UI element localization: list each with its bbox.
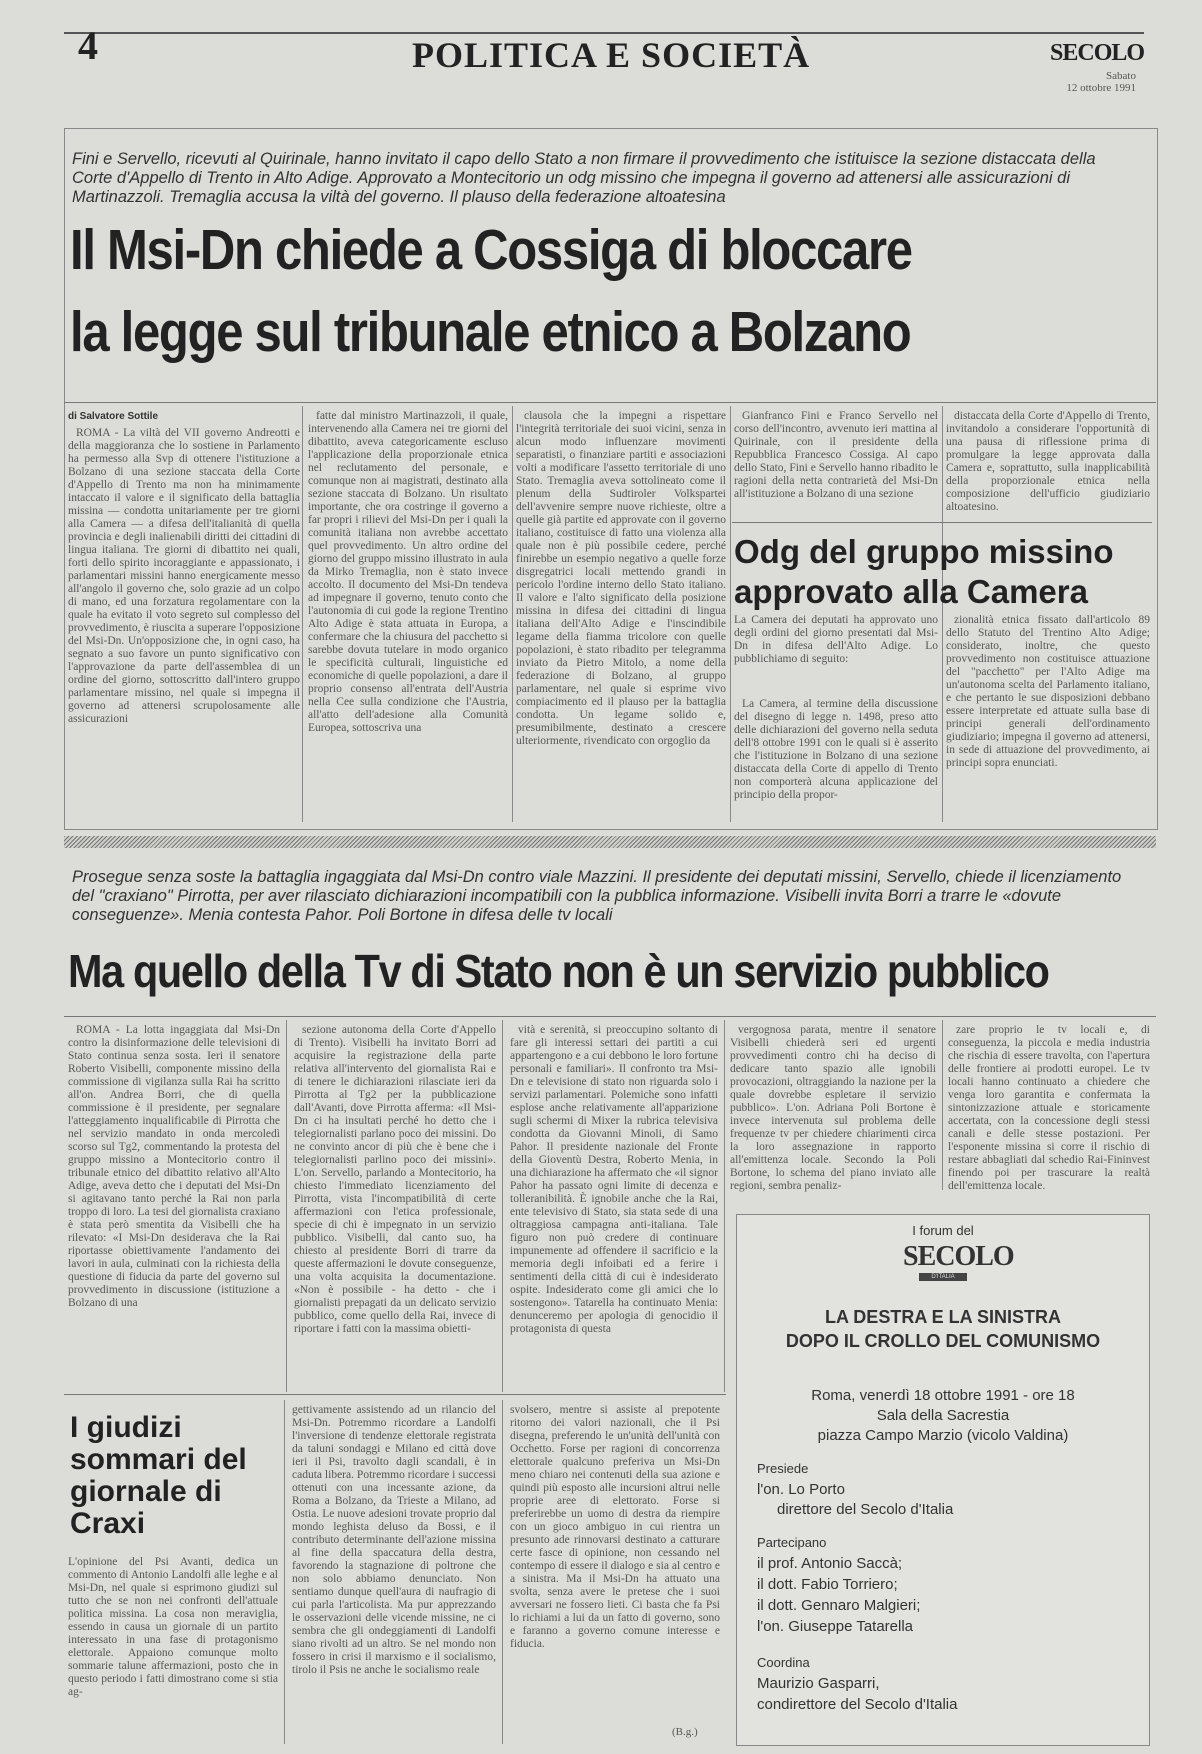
- subarticle-col1: [734, 698, 938, 820]
- section-separator: [64, 836, 1156, 848]
- article1-kicker: Fini e Servello, ricevuti al Quirinale, hanno invitato il capo dello Stato a non firmare il provvedimento che istituisce la sezione distaccata della Corte d'Appello di Trento in Alto Adige. Approvato a Montecitorio un odg missino che impegna il governo ad attenersi alle assicurazioni di Martinazzoli. Tremaglia accusa la viltà del governo. Il plauso della federazione altoatesina: [72, 150, 1096, 206]
- forum-title-line1: LA DESTRA E LA SINISTRA: [824, 1307, 1061, 1327]
- issue-date: [1046, 70, 1136, 94]
- subarticle-col2: [946, 614, 1150, 820]
- article3-col2: gettivamente assistendo ad un rilancio del Msi-Dn. Potremmo ricordare a Landolfi l'inversione di tendenze elettorale registrata da taluni sondaggi e Milano ed città dove ieri il Psi, travolto dagli scandali, è in caduta libera. Potremmo ricordare i successi ottenuti con una incessante azione, da Roma a Bolzano, da Trieste a Milano, ad Ostia. Le nuove adesioni trovate proprio dal mondo leghista deluso da Bossi, e il contributo determinante dell'azione missina al fine della spaccatura della destra, favorendo la stagnazione di poltrone che non solo abbiamo denunciato. Non sentiamo dunque quell'aura di naufragio di cui parla l'articolista. Ma pur apprezzando le osservazioni delle vicende missine, ne ci sembra che gli ondeggiamenti di Landolfi siano rivolti ad un altro. Se nel mondo non fossero in crisi il marxismo e il socialismo, tirolo il Psis ne anche le socialismo reale: [292, 1404, 496, 1676]
- article2-body-rule: [64, 1016, 1156, 1017]
- forum-coordina-role: condirettore del Secolo d'Italia: [757, 1696, 958, 1713]
- forum-participant: il dott. Gennaro Malgieri;: [757, 1597, 921, 1614]
- masthead-logo: SECOLO: [1050, 40, 1145, 66]
- subarticle-headline: Odg del gruppo missino approvato alla Camera: [734, 533, 1114, 610]
- column-divider: [512, 406, 513, 822]
- article2-kicker: Prosegue senza soste la battaglia ingaggiata dal Msi-Dn contro viale Mazzini. Il presidente dei deputati missini, Servello, chiede il licenziamento del "craxiano" Pirrotta, per aver rilasciato dichiarazioni incompatibili con la pubblica informazione. Visibelli invita Borri a trarre le «dovute conseguenze». Menia contesta Pahor. Poli Bortone in difesa delle tv locali: [72, 868, 1122, 924]
- forum-coordina-label: Coordina: [757, 1655, 810, 1670]
- article1-headline-line2: la legge sul tribunale etnico a Bolzano: [70, 300, 911, 364]
- section-title: POLITICA E SOCIETÀ: [412, 35, 811, 75]
- article1-byline: di Salvatore Sottile: [68, 411, 159, 422]
- issue-date-text: 12 ottobre 1991: [1066, 82, 1136, 94]
- forum-presiede-name: l'on. Lo Porto: [757, 1481, 845, 1498]
- article2-col2: [294, 1024, 496, 1386]
- page-number: 4: [78, 23, 98, 68]
- article3-headline: I giudizi sommari del giornale di Craxi: [70, 1411, 247, 1540]
- forum-participant: il dott. Fabio Torriero;: [757, 1576, 898, 1593]
- forum-masthead-sub: D'ITALIA: [919, 1273, 967, 1281]
- article1-col2: [308, 410, 508, 820]
- column-divider: [730, 406, 731, 822]
- article1-col2-text: fatte dal ministro Martinazzoli, il quale, intervenendo alla Camera nei tre giorni del dibattito, aveva categoricamente escluso l'applicazione della proporzionale etnica nel reclutamento del personale, e comunque non ai magistrati, destinato alla sezione staccata di Bolzano. Un risultato importante, che ora costringe il governo a far propri i rilievi del Msi-Dn per i quali la comunità italiana non avrebbe accettato quel provvedimento. Un altro ordine del giorno del gruppo missino illustrato in aula da Mirko Tremaglia, non è stato invece accolto. Il documento del Msi-Dn tendeva ad impegnare il governo, tenuto conto che l'autonomia di cui gode la regione Trentino Alto Adige è stata attuata in Europa, a confermare che la chiusura del pacchetto si sarebbe dovuta tutelare in modo organico le specificità culturali, linguistiche ed economiche di quelle popolazioni, a dare il proprio consenso all'entrata dell'Austria nella Cee sulla condizione che l'Austria, all'atto dell'adesione alla Comunità Europea, sottoscriva una: [308, 410, 508, 734]
- forum-when: Roma, venerdì 18 ottobre 1991 - ore 18: [811, 1387, 1075, 1404]
- article1-col3-text: clausola che la impegni a rispettare l'integrità territoriale dei suoi vicini, senza in alcun modo influenzare movimenti separatisti, o finanziare partiti e associazioni volti a modificare l'assetto territoriale di uno Stato. Tremaglia aveva sottolineato come il plenum della Sudtiroler Volkspartei dell'avvenire sempre nuove richieste, oltre a quelle già partite ed approvate con il governo italiano, costituisce di fatto una violenza alla quale non è più possibile cedere, perché finirebbe un esempio negativo a quelle forze disgregatrici locali mettendo grandi in pericolo l'ordine interno dello Stato italiano. Il valore e l'alto significato della posizione missina in difesa dei cittadini di lingua italiana dell'Alto Adige e l'inscindibile legame della fiamma tricolore con quelle popolazioni, è stato ribadito per telegramma inviato da Pietro Mitolo, a nome della federazione di Bolzano, al gruppo parlamentare, nel quale si esprime vivo compiacimento ed il plauso per la battaglia condotta. Un legame solido e, presumibilmente, destinato a crescere ulteriormente, rivendicato con orgoglio da: [516, 410, 726, 747]
- article2-col4: [730, 1024, 936, 1192]
- forum-participant: l'on. Giuseppe Tatarella: [757, 1618, 914, 1635]
- column-divider: [286, 1020, 287, 1392]
- forum-partecipano-label: Partecipano: [757, 1535, 827, 1550]
- article1-col5: [946, 410, 1150, 514]
- article1-col4-text: Gianfranco Fini e Franco Servello nel corso dell'incontro, avvenuto ieri mattina al Quirinale, con il presidente della Repubblica Francesco Cossiga. Al capo dello Stato, Fini e Servello hanno ribadito le ragioni della netta contrarietà del Msi-Dn all'istituzione a Bolzano di una sezione: [734, 410, 938, 500]
- forum-title-line2: DOPO IL CROLLO DEL COMUNISMO: [785, 1331, 1101, 1351]
- article2-col3: [510, 1024, 718, 1386]
- article3-rule: [64, 1394, 726, 1395]
- subarticle-rule: [732, 522, 1152, 523]
- column-divider: [284, 1400, 285, 1744]
- article2-col5: [948, 1024, 1150, 1192]
- column-divider: [942, 406, 943, 822]
- article2-headline: Ma quello della Tv di Stato non è un servizio pubblico: [68, 945, 1049, 997]
- article3-col3: svolsero, mentre si assiste al prepotente ritorno dei valori nazionali, che il Psi disegna, preferendo le un'unità dell'unità con Occhetto. Forse per ragioni di concorrenza elettorale qualcuno preferiva un Msi-Dn meno chiaro nei contenuti della sua azione e quindi più esposto alle incursioni altrui nelle proprie aree di elettorato. Forse si preferirebbe un uomo di destra da riempire con un gioco ambiguo in cui rientra un presunto ade rinnovarsi destinato a catturare certe fasce di opinione, non cessando nel contempo di essere il dialogo e sia al centro e a sinistra. Ma il Msi-Dn ha attuato una svolta, senza avere le pretese che i suoi avversari ne fossero lieti. Ci basta che fa Psi lo richiami a lui da un fatto di governo, sono e faranno a governo comune interesse e fiducia.: [510, 1404, 720, 1650]
- article2-col1: [68, 1024, 280, 1386]
- column-divider: [942, 1020, 943, 1190]
- article2-col1-text: ROMA - La lotta ingaggiata dal Msi-Dn contro la disinformazione delle televisioni di Stato continua senza sosta. Ieri il senatore Roberto Visibelli, componente missino della commissione di vigilanza sulla Rai ha scritto all'on. Andrea Borri, che di quella commissione è il presidente, per segnalare l'atteggiamento inqualificabile di Pirrotta che nel servizio mandato in onda mercoledì scorso sul Tg2, commentando la protesta del gruppo missino a Montecitorio contro il tribunale etnico del dibattito relativo all'Alto Adige, aveva detto che i deputati del Msi-Dn si agitavano tanto perché la Rai non parla troppo di loro. La tesi del giornalista craxiano è stata però smentita da Visibelli che ha rilevato: «I Msi-Dn desiderava che la Rai riportasse obiettivamente l'andamento dei lavori in aula, culminati con la richiesta della questione di fiducia da parte del governo sul provvedimento in discussione (istituzione a Bolzano di una: [68, 1024, 280, 1309]
- article2-col5-text: zare proprio le tv locali e, di conseguenza, la piccola e media industria che rischia di essere travolta, con l'apertura delle frontiere ai prodotti europei. Le tv locali hanno continuato a chiedere che venga loro garantita e confermata la sintonizzazione attuale e storicamente accertata, con la concessione degli stessi canali e delle stesse postazioni. Per l'esponente missina si corre il rischio di restare abbagliati dal schedio Rai-Fininvest finendo poi per trascurare la realtà dell'emittenza locale.: [948, 1024, 1150, 1192]
- issue-day: Sabato: [1106, 70, 1136, 82]
- forum-masthead: SECOLO: [903, 1241, 1014, 1272]
- forum-presiede-role: direttore del Secolo d'Italia: [777, 1501, 954, 1518]
- article1-col3: [516, 410, 726, 820]
- column-divider: [502, 1020, 503, 1392]
- forum-label: I forum del: [912, 1223, 974, 1238]
- subarticle-intro: La Camera dei deputati ha approvato uno degli ordini del giorno presentati dal Msi-Dn in difesa dell'Alto Adige. Lo pubblichiamo di seguito:: [734, 614, 938, 665]
- article1-col4: [734, 410, 938, 514]
- article1-body-rule: [64, 402, 1156, 403]
- article3-col1: L'opinione del Psi Avanti, dedica un commento di Antonio Landolfi alle leghe e al Msi-Dn, nel quale si esprimono giudizi sul tutto che se non nei confronti dell'attuale politica missina. La cosa non meraviglia, essendo in causa un giornale di un partito interessato in una fase di protagonismo elettorale. Appaiono comunque molto sommarie talune affermazioni, posto che in questo periodo i fatti dimostrano come si stia ag-: [68, 1556, 278, 1698]
- article2-col4-text: vergognosa parata, mentre il senatore Visibelli chiederà seri ed urgenti provvedimenti contro chi ha deciso di dedicare tanto spazio alle ignobili provocazioni, oltraggiando la nazione per la quale dovrebbe espletare il servizio pubblico». L'on. Adriana Poli Bortone è invece intervenuta sul problema delle frequenze tv per chiedere chiarimenti circa la loro assegnazione in rapporto all'emittenza locale. Secondo la Poli Bortone, lo schema del piano inviato alle regioni, sembra penaliz-: [730, 1024, 936, 1192]
- forum-venue: Sala della Sacrestia: [876, 1407, 1010, 1424]
- column-divider: [302, 406, 303, 822]
- article1-col1: [68, 410, 300, 820]
- article2-col2-text: sezione autonoma della Corte d'Appello di Trento). Visibelli ha invitato Borri ad acquisire la registrazione della parte relativa all'intervento del giornalista Rai e di tenere le dichiarazioni rilasciate ieri da Pirrotta al Tg2 per la pubblicazione dall'Avanti, dove Pirrotta afferma: «Il Msi-Dn ci ha insultati perché ho detto che i telegiornalisti parlano poco dei missini. Do ne convinto ancor di più che è bene che i telegiornalisti parlino poco dei missini». L'on. Servello, parlando a Montecitorio, ha chiesto l'immediato licenziamento del Pirrotta, vista l'incompatibilità di certe affermazioni con l'etica professionale, specie di chi è impegnato in un servizio pubblico. Visibelli, dal canto suo, ha chiesto al presidente Borri di trarre da queste affermazioni le dovute conseguenze, una volta acquisita la documentazione. «Non è possibile - ha detto - che i giornalisti prepagati da un delicato servizio pubblico, come quello della Rai, invece di riportare i fatti con la massima obietti-: [294, 1024, 496, 1335]
- forum-address: piazza Campo Marzio (vicolo Valdina): [817, 1427, 1069, 1444]
- article1-headline-line1: Il Msi-Dn chiede a Cossiga di bloccare: [70, 218, 912, 282]
- column-divider: [502, 1400, 503, 1744]
- forum-participant: il prof. Antonio Saccà;: [757, 1555, 903, 1572]
- article2-col3-text: vità e serenità, si preoccupino soltanto di fare gli interessi settari dei partiti a cui appartengono e a cui debbono le loro fortune personali e familiari». Il confronto tra Msi-Dn e televisione di stato non riguarda solo i servizi parlamentari. Polemiche sono infatti esplose anche relativamente all'apparizione sugli schermi di Mixer la rubrica televisiva condotta da Giovanni Minoli, di Samo Pahor. Il presidente nazionale del Fronte della Gioventù Destra, Roberto Menia, in una dichiarazione ha affermato che «il signor Pahor ha passato ogni limite di decenza e tolleranibilità. È ignobile anche che la Rai, ente televisivo di Stato, sia stata sede di una oltraggiosa campagna anti-italiana. Tale figuro non può credere di continuare impunemente ad offendere il sacrificio e la memoria degli infoibati ed a ferire i sentimenti della città di cui è indesiderato ospite. Indesiderato come gli amici che lo sostengono». Tatarella ha continuato Menia: denunceremo per apologia di genocidio il protagonista di questa: [510, 1024, 718, 1335]
- forum-announcement: [736, 1214, 1150, 1746]
- article1-col5-text: distaccata della Corte d'Appello di Trento, invitandolo a considerare l'opportunità di una pausa di riflessione prima di promulgare la legge approvata dalla Camera e, soprattutto, sulla inapplicabilità della proporzionale etnica nella composizione dell'ufficio giudiziario altoatesino.: [946, 410, 1150, 513]
- forum-coordina-name: Maurizio Gasparri,: [757, 1675, 880, 1692]
- subarticle-col2-text: zionalità etnica fissato dall'articolo 89 dello Statuto del Trentino Alto Adige; considerato, inoltre, che questo provvedimento non costituisce attuazione del "pacchetto" per l'Alto Adige ma un'autonoma scelta del Parlamento italiano, e che pertanto le sue disposizioni debbano essere interpretate ed attuate sulla base di principi generali dell'ordinamento giudiziario; impegna il governo ad attenersi, in sede di attuazione del provvedimento, ai principi sopra enunciati.: [946, 614, 1150, 769]
- column-divider: [724, 1020, 725, 1392]
- article1-col1-text: ROMA - La viltà del VII governo Andreotti e della maggioranza che lo sostiene in Parlamento ha permesso alla Svp di ottenere l'istituzione a Bolzano di una sezione staccata della Corte d'Appello di Trento ma non ha minimamente intaccato il valore e il significato della battaglia missina — condotta unitariamente per tre giorni alla Camera — a difesa dell'italianità di quella provincia e degli inalienabili diritti dei cittadini di lingua italiana. Tre giorni di dibattito nei quali, forti dello spirito incoraggiante e appassionato, i parlamentari missini hanno energicamente messo all'angolo il governo che, solo grazie ad un colpo di mano, ed una forzatura regolamentare con la quale ha evitato il voto segreto sul complesso del provvedimento, è riuscita a superare l'opposizione del Msi-Dn. Un'opposizione che, in ogni caso, ha segnato a suo favore un punto significativo con l'approvazione da parte dell'assemblea di un ordine del giorno, sottoscritto dall'intero gruppo parlamentare missino, nel quale si impegna il governo ad attenersi scrupolosamente alle assicurazioni: [68, 427, 300, 725]
- subarticle-col1-text: La Camera, al termine della discussione del disegno di legge n. 1498, preso atto delle dichiarazioni del governo nella seduta dell'8 ottobre 1991 con le quali si è asserito che l'istituzione in Bolzano di una sezione distaccata della Corte di appello di Trento non comporterà alcuna applicazione del principio della propor-: [734, 698, 938, 801]
- forum-presiede-label: Presiede: [757, 1461, 809, 1476]
- article3-signature: (B.g.): [672, 1726, 698, 1738]
